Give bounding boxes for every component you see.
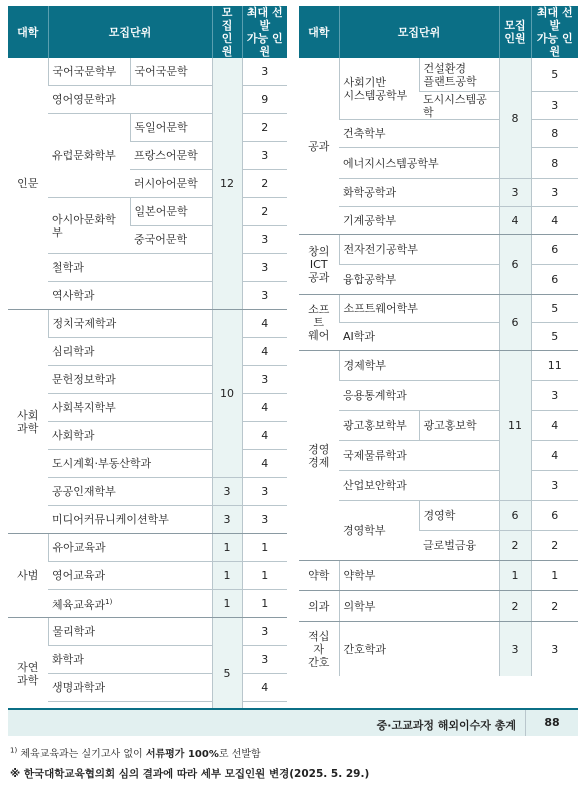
- quota-software: 6: [499, 295, 531, 351]
- quota-value: 3: [212, 506, 242, 534]
- unit-name: 사회복지학부: [48, 394, 212, 422]
- table-row: [299, 120, 578, 148]
- table-row: [8, 114, 287, 142]
- max-value: 3: [242, 226, 287, 254]
- table-row: [299, 381, 578, 411]
- unit-name: 에너지시스템공학부: [339, 148, 499, 179]
- unit-name: 응용통계학과: [339, 381, 499, 411]
- unit-name: 국제물류학과: [339, 441, 499, 471]
- max-value: 1: [531, 561, 578, 591]
- unit-division: 국어국문학부: [48, 58, 130, 86]
- max-value: 3: [242, 282, 287, 310]
- max-value: 4: [242, 674, 287, 702]
- table-row: [299, 622, 578, 677]
- unit-major: 도시시스템공학: [419, 92, 499, 120]
- quota-business: 11: [499, 351, 531, 501]
- unit-name: 미디어커뮤니케이션학부: [48, 506, 212, 534]
- table-row: [299, 235, 578, 265]
- unit-name: 철학과: [48, 254, 212, 282]
- max-value: 3: [531, 92, 578, 120]
- unit-major: 일본어문학: [130, 198, 212, 226]
- header-unit: 모집단위: [339, 6, 499, 58]
- unit-major: 글로벌금융: [419, 531, 499, 561]
- max-value: 6: [531, 501, 578, 531]
- max-value: 11: [531, 351, 578, 381]
- unit-name: 생명과학과: [48, 674, 212, 702]
- table-row: [299, 148, 578, 179]
- quota-ict: 6: [499, 235, 531, 295]
- unit-major: 광고홍보학: [419, 411, 499, 441]
- quota-value: 1: [212, 562, 242, 590]
- max-value: 3: [242, 646, 287, 674]
- max-value: 5: [531, 295, 578, 323]
- max-value: 1: [242, 562, 287, 590]
- table-header-row: [8, 6, 287, 58]
- table-row: [299, 265, 578, 295]
- table-row: [8, 394, 287, 422]
- table-row: [299, 591, 578, 622]
- unit-name: 의학부: [339, 591, 499, 622]
- quota-social: 10: [212, 310, 242, 478]
- unit-division: 광고홍보학부: [339, 411, 419, 441]
- max-value: 4: [242, 394, 287, 422]
- quota-science: 5: [212, 618, 242, 730]
- max-value: 3: [242, 58, 287, 86]
- table-row: [8, 646, 287, 674]
- unit-name: 화학과: [48, 646, 212, 674]
- quota-value: 2: [499, 531, 531, 561]
- unit-name: 사회학과: [48, 422, 212, 450]
- table-row: [8, 422, 287, 450]
- unit-division: 유럽문화학부: [48, 114, 130, 198]
- header-max: 최대 선발 가능 인원: [242, 6, 287, 58]
- quota-value: 1: [212, 590, 242, 618]
- college-engineering: 공과: [299, 58, 339, 235]
- table-row: [299, 207, 578, 235]
- quota-value: 2: [499, 591, 531, 622]
- unit-name: [48, 590, 212, 618]
- unit-name: 약학부: [339, 561, 499, 591]
- footnote-bold: 서류평가 100%: [145, 749, 219, 760]
- unit-name: 건축학부: [339, 120, 499, 148]
- unit-name: 물리학과: [48, 618, 212, 646]
- table-row: [299, 501, 578, 531]
- table-row: [8, 254, 287, 282]
- table-row: [8, 506, 287, 534]
- table-row: [8, 282, 287, 310]
- table-row: [299, 561, 578, 591]
- unit-division: 사회기반 시스템공학부: [339, 58, 419, 120]
- max-value: 3: [242, 506, 287, 534]
- unit-major: 경영학: [419, 501, 499, 531]
- unit-name: 융합공학부: [339, 265, 499, 295]
- max-value: 1: [242, 534, 287, 562]
- table-row: [8, 590, 287, 618]
- college-medicine: 의과: [299, 591, 339, 622]
- quota-value: 1: [212, 534, 242, 562]
- max-value: 2: [242, 114, 287, 142]
- max-value: 8: [531, 120, 578, 148]
- table-row: [8, 674, 287, 702]
- max-value: 6: [531, 265, 578, 295]
- table-row: [8, 198, 287, 226]
- unit-division: 경영학부: [339, 501, 419, 561]
- table-row: [8, 618, 287, 646]
- unit-major: 프랑스어문학: [130, 142, 212, 170]
- max-value: 4: [531, 441, 578, 471]
- college-ict: 창의 ICT 공과: [299, 235, 339, 295]
- unit-name: 전자전기공학부: [339, 235, 499, 265]
- unit-name: 공공인재학부: [48, 478, 212, 506]
- quota-value: 6: [499, 501, 531, 531]
- table-row: [299, 179, 578, 207]
- max-value: 5: [531, 58, 578, 92]
- unit-name: 간호학과: [339, 622, 499, 677]
- quota-humanities: 12: [212, 58, 242, 310]
- table-header-row: [299, 6, 578, 58]
- footnote-text: 체육교육과는 실기고사 없이: [17, 749, 146, 760]
- max-value: 2: [242, 198, 287, 226]
- college-science: 자연 과학: [17, 660, 39, 687]
- quota-value: 3: [499, 179, 531, 207]
- unit-division: 아시아문화학부: [48, 198, 130, 254]
- table-row: [299, 471, 578, 501]
- unit-name: 도시계획·부동산학과: [48, 450, 212, 478]
- max-value: 2: [531, 591, 578, 622]
- total-value: 88: [525, 710, 578, 736]
- unit-name: AI학과: [339, 323, 499, 351]
- footnote-marker: 1): [105, 597, 113, 606]
- max-value: 2: [531, 531, 578, 561]
- max-value: 4: [531, 207, 578, 235]
- college-business: 경영 경제: [299, 351, 339, 561]
- header-max: 최대 선발 가능 인원: [531, 6, 578, 58]
- quota-engineering: 8: [499, 58, 531, 179]
- college-nursing: 적십자 간호: [308, 629, 330, 669]
- table-row: [299, 323, 578, 351]
- header-quota: 모집 인원: [499, 6, 531, 58]
- table-row: [299, 411, 578, 441]
- max-value: 3: [531, 381, 578, 411]
- unit-name: 소프트웨어학부: [339, 295, 499, 323]
- max-value: 3: [531, 179, 578, 207]
- unit-name: 영어영문학과: [48, 86, 212, 114]
- table-row: [8, 310, 287, 338]
- max-value: 2: [242, 170, 287, 198]
- college-software: 소프트 웨어: [299, 295, 339, 351]
- right-admission-table: [299, 6, 578, 676]
- unit-name: 산업보안학과: [339, 471, 499, 501]
- table-row: [299, 351, 578, 381]
- pe-unit-label: 체육교육과: [52, 598, 106, 612]
- unit-major: 러시아어문학: [130, 170, 212, 198]
- college-education: 사범: [8, 534, 48, 618]
- max-value: 6: [531, 235, 578, 265]
- max-value: 4: [242, 338, 287, 366]
- header-college: 대학: [8, 6, 48, 58]
- quota-value: 4: [499, 207, 531, 235]
- unit-name: 문헌정보학과: [48, 366, 212, 394]
- max-value: 1: [242, 590, 287, 618]
- table-row: [8, 478, 287, 506]
- left-admission-table: [8, 6, 287, 729]
- college-pharmacy: 약학: [299, 561, 339, 591]
- max-value: 3: [242, 478, 287, 506]
- table-row: [8, 534, 287, 562]
- unit-name: 기계공학부: [339, 207, 499, 235]
- unit-name: 정치국제학과: [48, 310, 212, 338]
- unit-major: 중국어문학: [130, 226, 212, 254]
- max-value: 3: [531, 471, 578, 501]
- quota-value: 3: [212, 478, 242, 506]
- total-row: [8, 710, 578, 736]
- unit-name: 유아교육과: [48, 534, 212, 562]
- max-value: 4: [242, 310, 287, 338]
- header-unit: 모집단위: [48, 6, 212, 58]
- total-label: 중·고교과정 해외이수자 총계: [376, 719, 516, 732]
- unit-name: 화학공학과: [339, 179, 499, 207]
- footnote-1: [10, 745, 261, 760]
- max-value: 3: [242, 618, 287, 646]
- table-row: [8, 366, 287, 394]
- unit-name: 역사학과: [48, 282, 212, 310]
- max-value: 5: [531, 323, 578, 351]
- max-value: 4: [242, 422, 287, 450]
- max-value: 3: [531, 622, 578, 677]
- footnote-marker: 1): [10, 746, 18, 755]
- max-value: 4: [531, 411, 578, 441]
- unit-name: 경제학부: [339, 351, 499, 381]
- table-row: [8, 338, 287, 366]
- max-value: 3: [242, 366, 287, 394]
- unit-name: 영어교육과: [48, 562, 212, 590]
- table-row: [299, 295, 578, 323]
- table-row: [299, 58, 578, 92]
- unit-major: 독일어문학: [130, 114, 212, 142]
- college-social: 사회 과학: [8, 310, 48, 534]
- table-row: [8, 562, 287, 590]
- max-value: 4: [242, 450, 287, 478]
- max-value: 3: [242, 142, 287, 170]
- table-row: [8, 450, 287, 478]
- table-row: [8, 58, 287, 86]
- max-value: 9: [242, 86, 287, 114]
- table-row: [8, 86, 287, 114]
- table-row: [299, 441, 578, 471]
- footnote-2: ※ 한국대학교육협의회 심의 결과에 따라 세부 모집인원 변경(2025. 5. 29.): [10, 768, 370, 780]
- unit-major: 국어국문학: [130, 58, 212, 86]
- quota-value: 3: [499, 622, 531, 677]
- footnote-end: 로 선발함: [218, 749, 261, 760]
- quota-value: 1: [499, 561, 531, 591]
- unit-name: 심리학과: [48, 338, 212, 366]
- unit-major: 건설환경 플랜트공학: [419, 58, 499, 92]
- header-college: 대학: [299, 6, 339, 58]
- college-humanities: 인문: [8, 58, 48, 310]
- max-value: 3: [242, 254, 287, 282]
- max-value: 8: [531, 148, 578, 179]
- header-quota: 모집 인원: [212, 6, 242, 58]
